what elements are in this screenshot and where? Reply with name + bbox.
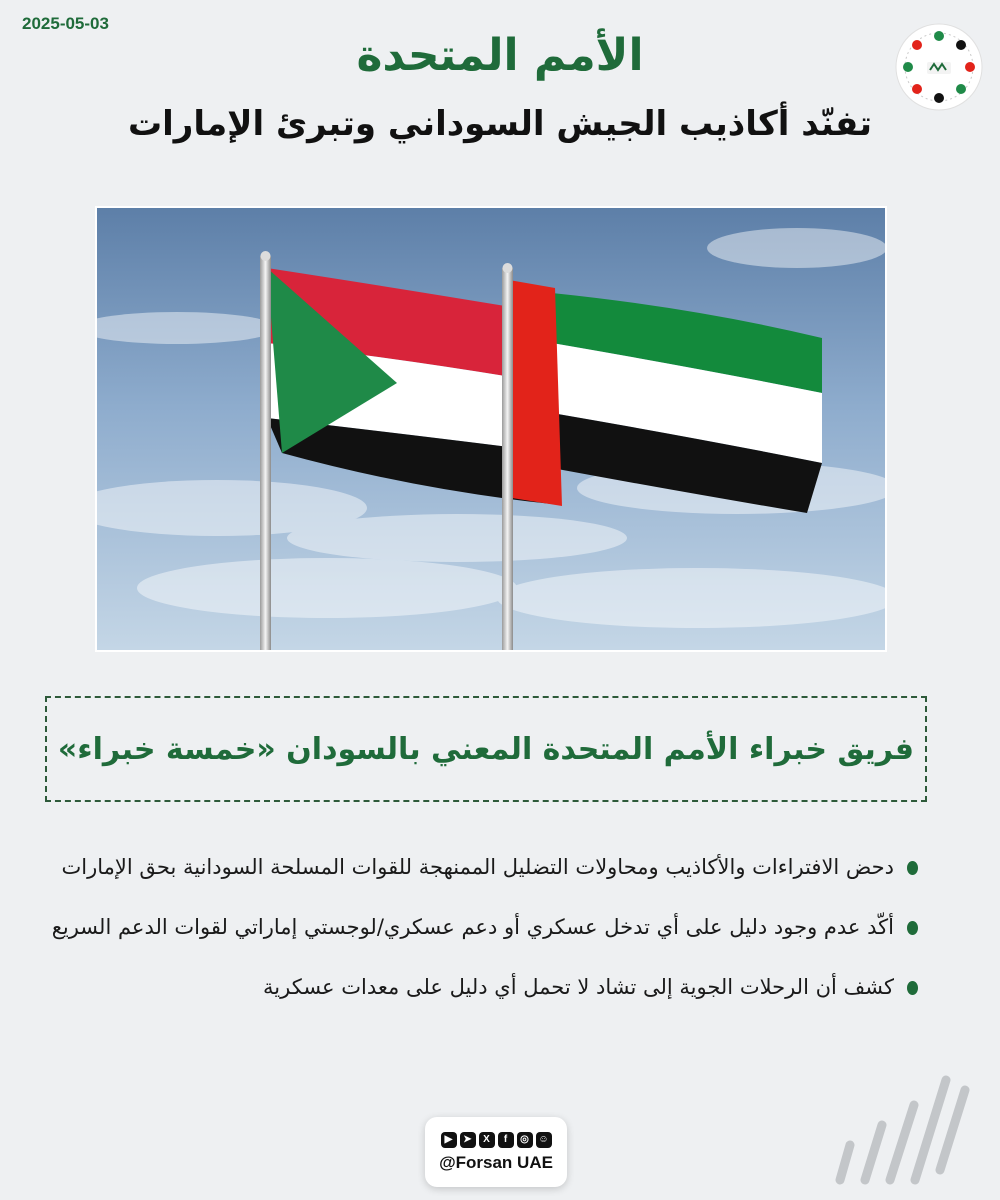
- team-box-text: فريق خبراء الأمم المتحدة المعني بالسودان «خمسة خبراء»: [57, 731, 915, 767]
- page-title: الأمم المتحدة: [356, 30, 644, 81]
- forsan-uae-logo: [894, 22, 984, 112]
- list-item: [40, 908, 918, 946]
- list-item: [40, 968, 918, 1006]
- snapchat-icon[interactable]: ☺: [536, 1132, 552, 1148]
- decorative-stripes: [820, 1050, 970, 1190]
- bullet-dot-icon: [907, 921, 918, 935]
- youtube-icon[interactable]: ▶: [441, 1132, 457, 1148]
- flags-photo: [95, 206, 887, 652]
- instagram-icon[interactable]: ◎: [517, 1132, 533, 1148]
- social-badge[interactable]: [425, 1117, 567, 1187]
- bullet-list: [40, 848, 918, 1028]
- bullet-dot-icon: [907, 861, 918, 875]
- bullet-text: أكّد عدم وجود دليل على أي تدخل عسكري أو دعم عسكري/لوجستي إماراتي لقوات الدعم السريع: [51, 915, 894, 939]
- social-icons: [441, 1132, 552, 1148]
- x-icon[interactable]: X: [479, 1132, 495, 1148]
- list-item: [40, 848, 918, 886]
- social-handle[interactable]: @Forsan UAE: [439, 1152, 553, 1172]
- bullet-text: دحض الافتراءات والأكاذيب ومحاولات التضليل الممنهجة للقوات المسلحة السودانية بحق الإمارات: [61, 855, 894, 879]
- page-subtitle: تفنّد أكاذيب الجيش السوداني وتبرئ الإمارات: [127, 104, 873, 144]
- telegram-icon[interactable]: ➤: [460, 1132, 476, 1148]
- bullet-text: كشف أن الرحلات الجوية إلى تشاد لا تحمل أي دليل على معدات عسكرية: [263, 975, 894, 999]
- date-label: 2025-05-03: [22, 14, 109, 33]
- flagpole-left: [260, 256, 271, 650]
- team-box: [45, 696, 927, 802]
- bullet-dot-icon: [907, 981, 918, 995]
- facebook-icon[interactable]: f: [498, 1132, 514, 1148]
- flagpole-right: [502, 268, 513, 650]
